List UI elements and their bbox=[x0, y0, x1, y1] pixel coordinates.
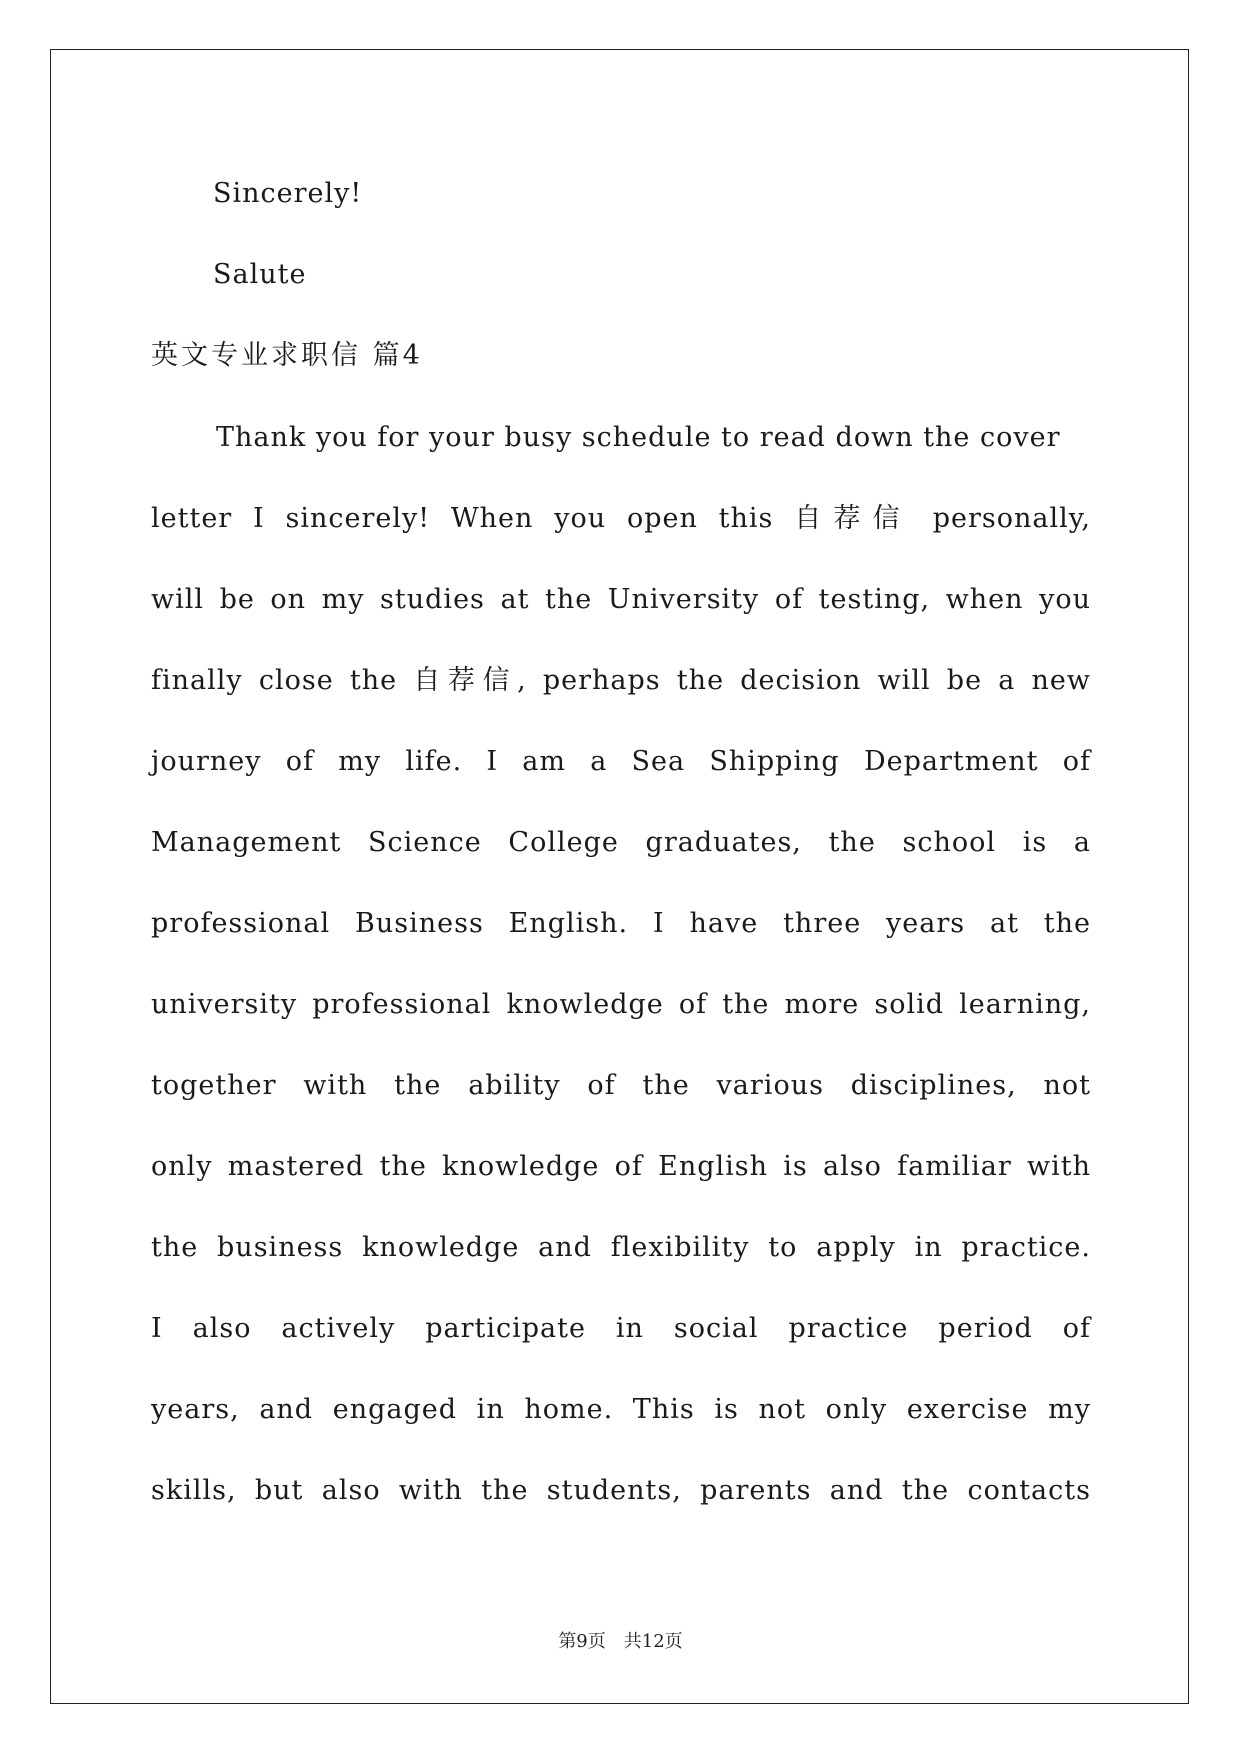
page-footer bbox=[0, 1627, 1241, 1653]
closing-salute: Salute bbox=[213, 259, 307, 290]
section-heading: 英文专业求职信 篇4 bbox=[151, 340, 423, 371]
body-line: professional Business English. I have three years at the bbox=[151, 908, 1091, 939]
page-number: 第9页 bbox=[558, 1631, 606, 1652]
body-line: Thank you for your busy schedule to read down the cover bbox=[216, 422, 1061, 453]
body-line: years, and engaged in home. This is not only exercise my bbox=[151, 1394, 1091, 1425]
body-line: finally close the 自荐信, perhaps the decision will be a new bbox=[151, 665, 1091, 696]
body-line: skills, but also with the students, parents and the contacts bbox=[151, 1475, 1091, 1506]
body-line: I also actively participate in social practice period of bbox=[151, 1313, 1091, 1344]
body-line: university professional knowledge of the more solid learning, bbox=[151, 989, 1091, 1020]
page-total: 共12页 bbox=[623, 1631, 683, 1652]
body-line: together with the ability of the various disciplines, not bbox=[151, 1070, 1091, 1101]
body-line: the business knowledge and flexibility to apply in practice. bbox=[151, 1232, 1091, 1263]
body-line: only mastered the knowledge of English is also familiar with bbox=[151, 1151, 1091, 1182]
body-line: Management Science College graduates, the school is a bbox=[151, 827, 1091, 858]
body-line: letter I sincerely! When you open this 自荐信 personally, bbox=[151, 503, 1091, 534]
closing-sincerely: Sincerely! bbox=[213, 178, 363, 209]
body-line: journey of my life. I am a Sea Shipping Department of bbox=[151, 746, 1091, 777]
page-frame bbox=[50, 49, 1189, 1704]
body-line: will be on my studies at the University of testing, when you bbox=[151, 584, 1091, 615]
